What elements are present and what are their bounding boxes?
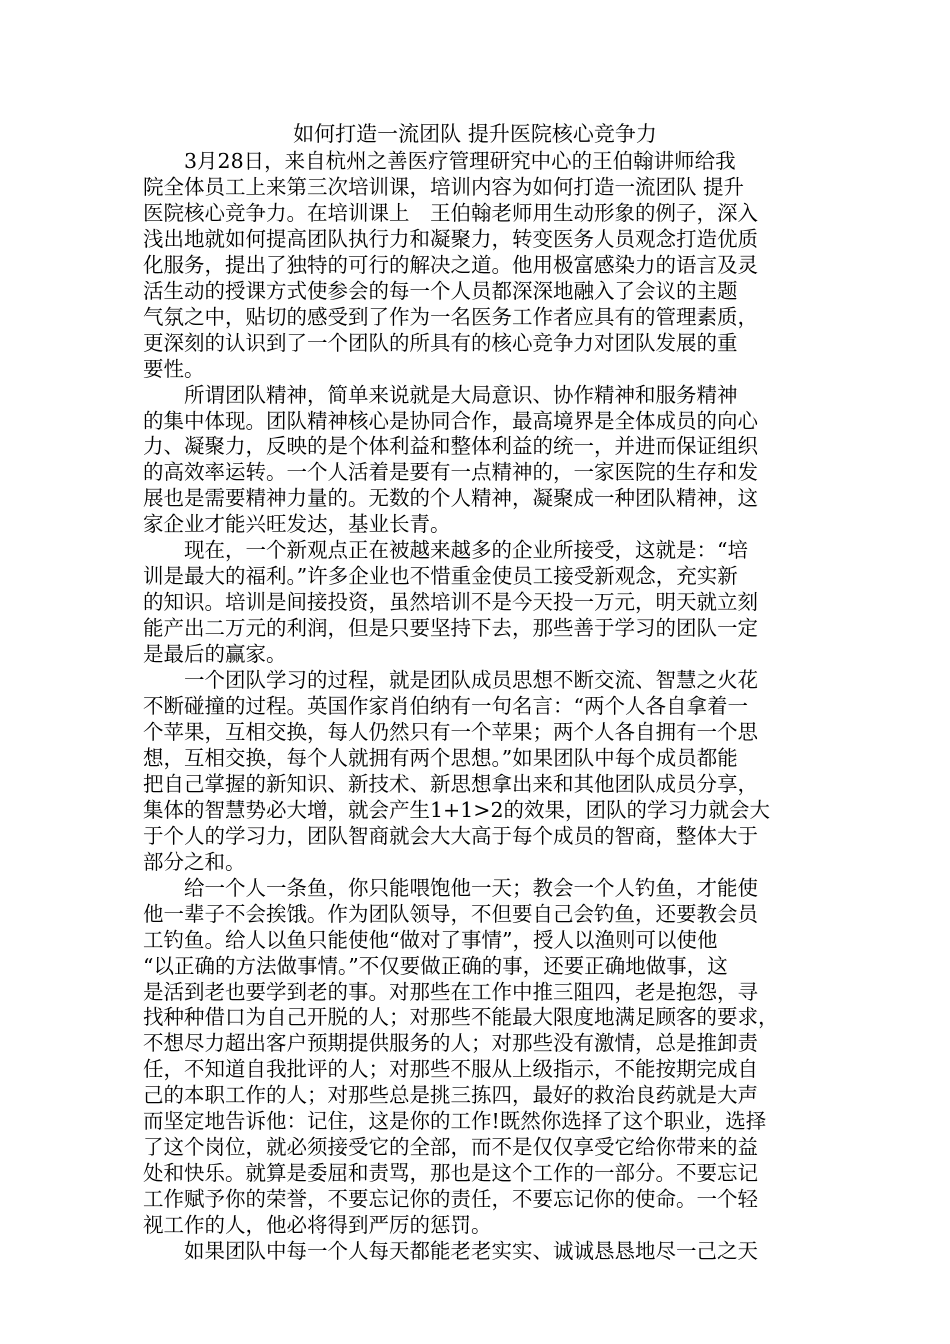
text-line: 训是最大的福利。”许多企业也不惜重金使员工接受新观念，充实新 <box>143 564 738 589</box>
text-line: 要性。 <box>143 356 205 381</box>
text-line: 工作赋予你的荣誉，不要忘记你的责任，不要忘记你的使命。一个轻 <box>143 1187 758 1212</box>
text-line: 所谓团队精神，简单来说就是大局意识、协作精神和服务精神 <box>143 382 738 407</box>
text-line: 家企业才能兴旺发达，基业长青。 <box>143 512 451 537</box>
text-line: 视工作的人，他必将得到严厉的惩罚。 <box>143 1213 492 1238</box>
text-line: 个苹果，互相交换，每人仍然只有一个苹果；两个人各自拥有一个思 <box>143 719 758 744</box>
text-line: 的知识。培训是间接投资，虽然培训不是今天投一万元，明天就立刻 <box>143 590 758 615</box>
text-line: 他一辈子不会挨饿。作为团队领导，不但要自己会钓鱼，还要教会员 <box>143 901 758 926</box>
text-line: 化服务，提出了独特的可行的解决之道。他用极富感染力的语言及灵 <box>143 252 758 277</box>
text-line: 不断碰撞的过程。英国作家肖伯纳有一句名言：“两个人各自拿着一 <box>143 694 748 719</box>
text-line: 一个团队学习的过程，就是团队成员思想不断交流、智慧之火花 <box>143 668 758 693</box>
text-line: 找种种借口为自己开脱的人；对那些不能最大限度地满足顾客的要求， <box>143 1005 779 1030</box>
text-line: 想，互相交换，每个人就拥有两个思想。”如果团队中每个成员都能 <box>143 745 738 770</box>
text-line: 更深刻的认识到了一个团队的所具有的核心竞争力对团队发展的重 <box>143 330 738 355</box>
text-line: 如果团队中每一个人每天都能老老实实、诚诚恳恳地尽一己之天 <box>143 1239 758 1264</box>
text-line: 己的本职工作的人；对那些总是挑三拣四，最好的救治良药就是大声 <box>143 1083 758 1108</box>
text-line: 医院核心竞争力。在培训课上 王伯翰老师用生动形象的例子，深入 <box>143 200 758 225</box>
text-line: 集体的智慧势必大增，就会产生1+1>2的效果，团队的学习力就会大 <box>143 797 770 822</box>
text-line: 能产出二万元的利润，但是只要坚持下去，那些善于学习的团队一定 <box>143 616 758 641</box>
text-line: 力、凝聚力，反映的是个体利益和整体利益的统一，并进而保证组织 <box>143 434 758 459</box>
text-line: 院全体员工上来第三次培训课，培训内容为如何打造一流团队 提升 <box>143 174 745 199</box>
text-line: 部分之和。 <box>143 849 246 874</box>
document-title: 如何打造一流团队 提升医院核心竞争力 <box>293 122 657 146</box>
text-line: 是活到老也要学到老的事。对那些在工作中推三阻四，老是抱怨，寻 <box>143 979 758 1004</box>
text-line: 工钓鱼。给人以鱼只能使他“做对了事情”，授人以渔则可以使他 <box>143 927 718 952</box>
text-line: 是最后的赢家。 <box>143 642 287 667</box>
text-line: 现在，一个新观点正在被越来越多的企业所接受，这就是：“培 <box>143 538 748 563</box>
text-line: 的高效率运转。一个人活着是要有一点精神的，一家医院的生存和发 <box>143 460 758 485</box>
text-line: 而坚定地告诉他：记住，这是你的工作!既然你选择了这个职业，选择 <box>143 1109 767 1134</box>
text-line: 展也是需要精神力量的。无数的个人精神，凝聚成一种团队精神，这 <box>143 486 758 511</box>
text-line: 了这个岗位，就必须接受它的全部，而不是仅仅享受它给你带来的益 <box>143 1135 758 1160</box>
text-line: 气氛之中，贴切的感受到了作为一名医务工作者应具有的管理素质， <box>143 304 758 329</box>
text-line: 把自己掌握的新知识、新技术、新思想拿出来和其他团队成员分享， <box>143 771 758 796</box>
document-body <box>143 149 823 1265</box>
text-line: “以正确的方法做事情。”不仅要做正确的事，还要正确地做事，这 <box>143 953 728 978</box>
text-line: 于个人的学习力，团队智商就会大大高于每个成员的智商，整体大于 <box>143 823 758 848</box>
text-line: 3月28日，来自杭州之善医疗管理研究中心的王伯翰讲师给我 <box>143 149 736 173</box>
text-line: 活生动的授课方式使参会的每一个人员都深深地融入了会议的主题 <box>143 278 738 303</box>
text-line: 浅出地就如何提高团队执行力和凝聚力，转变医务人员观念打造优质 <box>143 226 758 251</box>
text-line: 给一个人一条鱼，你只能喂饱他一天；教会一个人钓鱼，才能使 <box>143 875 758 900</box>
text-line: 的集中体现。团队精神核心是协同合作，最高境界是全体成员的向心 <box>143 408 758 433</box>
text-line: 处和快乐。就算是委屈和责骂，那也是这个工作的一部分。不要忘记 <box>143 1161 758 1186</box>
text-line: 不想尽力超出客户预期提供服务的人；对那些没有激情，总是推卸责 <box>143 1031 758 1056</box>
text-line: 任，不知道自我批评的人；对那些不服从上级指示，不能按期完成自 <box>143 1057 758 1082</box>
